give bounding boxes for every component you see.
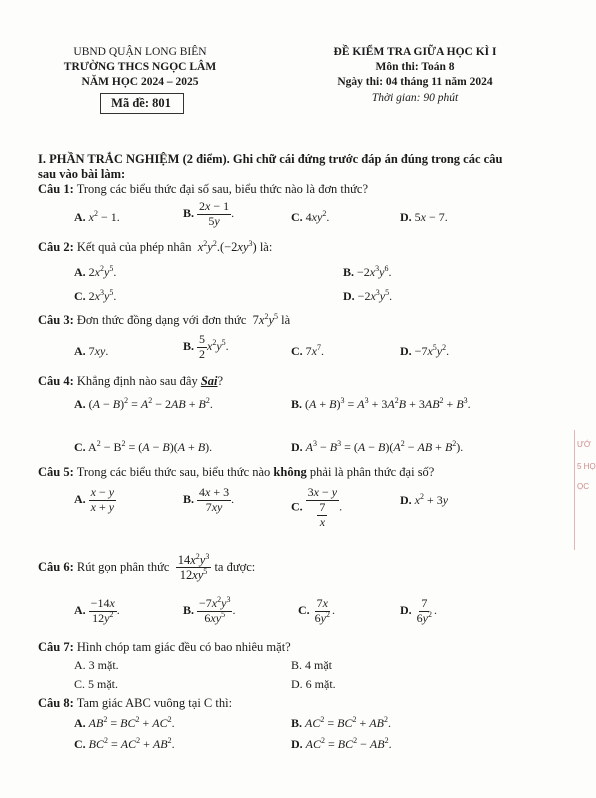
q7-option-a[interactable]: A. 3 mặt.: [74, 658, 119, 672]
stamp-text-2: 5 HỌ: [577, 462, 596, 471]
question-4: Câu 4: Khẳng định nào sau đây Sai?: [38, 374, 224, 388]
q1-option-d[interactable]: D. 5x − 7.: [400, 210, 448, 224]
q3-option-b[interactable]: B. $\frac{5}{2}$ $x^2y^5$.: [183, 332, 229, 361]
q2-option-c[interactable]: C. $2x^3y^5$.: [74, 288, 117, 303]
q1-option-b[interactable]: B. $\frac{2x - 1}{5y}$ .: [183, 199, 235, 228]
q5-option-d[interactable]: D. $x^2 + 3y$: [400, 492, 449, 507]
exam-subject: Môn thi: Toán 8: [375, 61, 455, 73]
school-name: TRƯỜNG THCS NGỌC LÂM: [63, 61, 217, 73]
q3-option-d[interactable]: D. $-7x^5y^2$.: [400, 343, 450, 358]
question-6: Câu 6: Rút gọn phân thức $\frac{14x^2y^3}{12xy^5}$ ta được:: [38, 551, 256, 583]
question-8: Câu 8: Tam giác ABC vuông tại C thì:: [38, 696, 233, 710]
question-3: Câu 3: Đơn thức đồng dạng với đơn thức $7x^2y^5$ là: [38, 311, 291, 327]
q7-option-b[interactable]: B. 4 mặt: [291, 658, 332, 672]
q8-option-d[interactable]: D. $AC^2 = BC^2 - AB^2$.: [291, 736, 392, 751]
district-name: UBND QUẬN LONG BIÊN: [73, 46, 207, 58]
stamp-fragment: [574, 430, 596, 550]
exam-title: ĐỀ KIỂM TRA GIỮA HỌC KÌ I: [333, 46, 497, 58]
q2-option-a[interactable]: A. $2x^2y^5$.: [74, 264, 117, 279]
q7-option-d[interactable]: D. 6 mặt.: [291, 677, 336, 691]
q2-option-b[interactable]: B. $-2x^3y^6$.: [343, 264, 392, 279]
q4-option-c[interactable]: C. $A^2 - B^2 = (A - B)(A + B)$.: [74, 439, 213, 454]
q6-option-c[interactable]: C. $\frac{7x}{6y^2}$ .: [298, 596, 335, 625]
q5-option-a[interactable]: A. $\frac{x - y}{x + y}$: [74, 485, 115, 514]
q8-option-c[interactable]: C. $BC^2 = AC^2 + AB^2$.: [74, 736, 175, 751]
q8-option-b[interactable]: B. $AC^2 = BC^2 + AB^2$.: [291, 715, 391, 730]
q1-option-c[interactable]: C. $4xy^2$.: [291, 209, 330, 224]
q4-option-a[interactable]: A. $(A - B)^2 = A^2 - 2AB + B^2$.: [74, 396, 213, 411]
q5-option-c[interactable]: C. $\frac{3x - y}{\frac{7}{x}}$ .: [291, 485, 343, 529]
q4-option-d[interactable]: D. $A^3 - B^3 = (A - B)(A^2$ − AB + $B^2$).: [291, 439, 464, 454]
exam-date: Ngày thi: 04 tháng 11 năm 2024: [337, 76, 493, 88]
question-4-sai: Sai: [200, 374, 218, 388]
question-5: Câu 5: Trong các biểu thức sau, biểu thức nào không phải là phân thức đại số?: [38, 465, 435, 479]
q3-option-c[interactable]: C. $7x^7$.: [291, 343, 324, 358]
stamp-text-3: ỌC: [577, 482, 589, 491]
section-title-line2: sau vào bài làm:: [38, 167, 126, 181]
stamp-text-1: ƯỚ: [577, 440, 591, 449]
q8-option-a[interactable]: A. $AB^2 = BC^2 + AC^2$.: [74, 715, 175, 730]
q6-option-a[interactable]: A. $\frac{-14x}{12y^2}$ .: [74, 596, 120, 625]
section-title-line1: I. PHẦN TRẮC NGHIỆM (2 điểm). Ghi chữ cái đứng trước đáp án đúng trong các câu: [38, 152, 503, 166]
q2-option-d[interactable]: D. $-2x^3y^5$.: [343, 288, 393, 303]
q6-option-d[interactable]: D. $\frac{7}{6y^2}$ .: [400, 596, 437, 625]
q4-option-b[interactable]: B. $(A + B)^3 = A^3 + 3A^2B + 3AB^2 + B^3$.: [291, 396, 471, 411]
q3-option-a[interactable]: A. 7xy.: [74, 344, 109, 358]
q7-option-c[interactable]: C. 5 mặt.: [74, 677, 118, 691]
question-1-label: Câu 1:: [38, 182, 74, 196]
q1-option-a[interactable]: A. $x^2 - 1$.: [74, 209, 120, 224]
school-year: NĂM HỌC 2024 – 2025: [81, 76, 199, 88]
q6-option-b[interactable]: B. $\frac{-7x^2y^3}{6xy^5}$ .: [183, 595, 236, 625]
question-2: Câu 2: Kết quả của phép nhân $x^2y^2.(-2xy^3)$ là:: [38, 238, 273, 254]
exam-duration: Thời gian: 90 phút: [371, 92, 459, 104]
q1-option-b-fraction: $\frac{2x - 1}{5y}$: [199, 199, 230, 228]
exam-code: Mã đề: 801: [111, 96, 171, 110]
question-1-text: Trong các biểu thức đại số sau, biểu thức nào là đơn thức?: [76, 182, 369, 196]
q5-option-b[interactable]: B. $\frac{4x + 3}{7xy}$ .: [183, 485, 235, 514]
question-5-khong: không: [273, 465, 307, 479]
question-7: Câu 7: Hình chóp tam giác đều có bao nhiêu mặt?: [38, 640, 291, 654]
question-1: [38, 182, 368, 197]
